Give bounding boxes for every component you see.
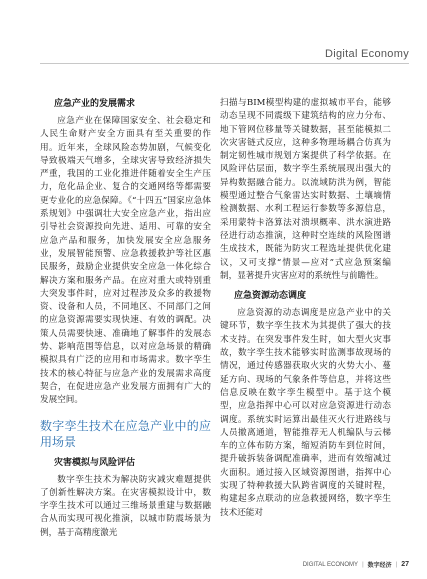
left-column — [40, 97, 211, 540]
subheading-resource-scheduling: 应急资源动态调度 — [234, 291, 307, 302]
body-paragraph: 扫描与BIM模型构建的虚拟城市平台，能够动态呈现不同震级下建筑结构的应力分布、地下管网位移量等关键数据，甚至能模拟二次灾害链式反应，这种多物理场耦合仿真为制定韧性城市规划方案提供了科学依据。在风险评估层面，数字孪生系统展现出强大的异构数据融合能力。以流域防洪为例，智能模型通过整合气象雷达实时数据、土壤墒情检测数据、水利工程运行参数等多源信息，采用蒙特卡洛算法对溃坝概率、洪水演进路径进行动态推演，这种时空连续的风险图谱生成技术，既能为防灾工程选址提供优化建议，又可支撑“情景—应对”式应急预案编制，显著提升灾害应对的系统性与前瞻性。 — [220, 98, 391, 281]
body-paragraph: 数字孪生技术为解决防灾减灾难题提供了创新性解决方案。在灾害模拟设计中，数字孪生技术可以通过三维场景重建与数据融合从而实现可视化推演，以城市防震场景为例，基于高精度激光 — [40, 474, 211, 538]
header-brand: Digital Economy — [325, 48, 409, 60]
footer-label-en: DIGITAL ECONOMY — [302, 561, 359, 568]
footer-separator: | — [362, 561, 364, 568]
footer-separator: | — [395, 561, 398, 568]
page-number: 27 — [401, 561, 409, 568]
body-paragraph: 应急资源的动态调度是应急产业中的关键环节，数字孪生技术为其提供了强大的技术支持。在突发事件发生时，如大型火灾事故，数字孪生技术能够实时监测事故现场的情况，通过传感器获取火灾的火势大小、蔓延方向、现场的气象条件等信息，并将这些信息反映在数字孪生模型中。基于这个模型，应急指挥中心可以对应急资源进行动态调度。系统实时运算出最佳灭火行进路线与人员撤离通道，智能推荐无人机编队与云梯车的立体布防方案，缩短消防车到位时间，提升破拆装备调配准确率，进而有效缩减过火面积。通过接入区域资源图谱，指挥中心实现了特种救援大队跨省调度的关键时程，构建起多点联动的应急救援网络，数字孪生技术还能对 — [220, 308, 391, 518]
page-footer — [303, 560, 409, 569]
body-paragraph: 应急产业在保障国家安全、社会稳定和人民生命财产安全方面具有至关重要的作用。近年来，全球风险态势加剧，气候变化导致极端天气增多，全球灾害导致经济损失严重，我国的工业化推进伴随着安全生产压力，危化品企业、复合的交通网络等都需要更专业化的应急保障。《“十四五”国家应急体系规划》中强调壮大安全应急产业，指出应引导社会资源投向先进、适用、可靠的安全应急产品和服务，加快发展安全应急服务业，发展智能预警、应急救援救护等社区惠民服务，鼓励企业提供安全应急一体化综合解决方案和服务产品。在应对重大或特别重大突发事件时，应对过程涉及众多的救援物资、设备和人员，不同地区、不同部门之间的应急资源需要实现快速、有效的调配。决策人员需要快速、准确地了解事件的发展态势、影响范围等信息，以对应急场景的精确模拟具有广泛的应用和市场需求。数字孪生技术的核心特征与应急产业的发展需求高度契合，在促进应急产业发展方面拥有广大的发展空间。 — [40, 116, 211, 406]
header-divider — [40, 63, 409, 64]
section-title-application-scenarios: 数字孪生技术在应急产业中的应用场景 — [40, 418, 211, 449]
right-column — [220, 97, 391, 520]
footer-label-zh: 数字经济 — [367, 563, 392, 569]
section-heading-industry-demand: 应急产业的发展需求 — [54, 99, 136, 109]
subheading-disaster-simulation: 灾害模拟与风险评估 — [54, 457, 136, 468]
